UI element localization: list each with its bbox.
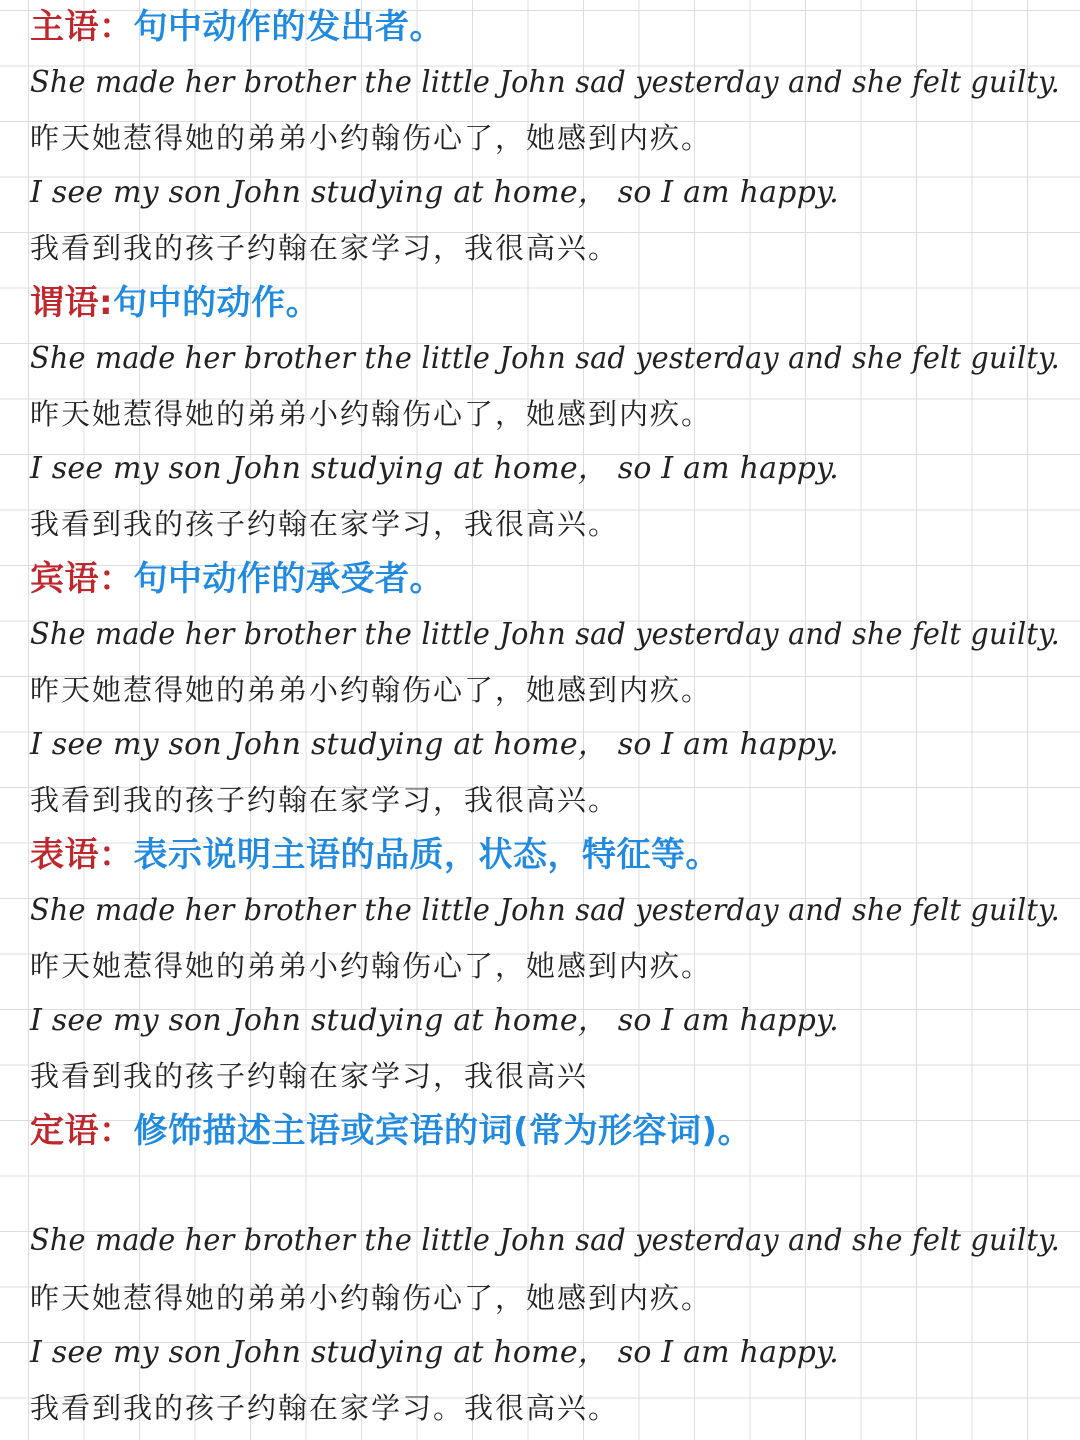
term-colon: ： (99, 1111, 134, 1151)
term-label: 表语 (30, 835, 99, 875)
section-heading-object (30, 559, 444, 599)
chinese-translation-1: 昨天她惹得她的弟弟小约翰伤心了，她感到内疚。 (30, 121, 713, 155)
english-example-2: I see my son John studying at home， so I am happy. (30, 727, 839, 762)
term-colon: ： (99, 7, 134, 47)
section-heading-attributive (30, 1111, 753, 1151)
english-example-2: I see my son John studying at home， so I am happy. (30, 1003, 839, 1038)
term-definition: 表示说明主语的品质，状态，特征等。 (133, 835, 720, 875)
chinese-translation-2: 我看到我的孩子约翰在家学习，我很高兴。 (30, 507, 620, 541)
term-definition: 句中动作的承受者。 (133, 559, 444, 599)
term-colon: : (99, 283, 114, 323)
chinese-translation-1: 昨天她惹得她的弟弟小约翰伤心了，她感到内疚。 (30, 673, 713, 707)
chinese-translation-2: 我看到我的孩子约翰在家学习，我很高兴 (30, 1059, 589, 1093)
term-label: 谓语 (30, 283, 99, 323)
section-heading-subject (30, 7, 444, 47)
chinese-translation-1: 昨天她惹得她的弟弟小约翰伤心了，她感到内疚。 (30, 1281, 713, 1315)
term-label: 主语 (30, 7, 99, 47)
section-heading-predicative (30, 835, 720, 875)
english-example-1: She made her brother the little John sad yesterday and she felt guilty. (30, 617, 1060, 652)
chinese-translation-2: 我看到我的孩子约翰在家学习。我很高兴。 (30, 1391, 620, 1425)
english-example-2: I see my son John studying at home， so I am happy. (30, 175, 839, 210)
term-definition: 句中动作的发出者。 (133, 7, 444, 47)
term-colon: ： (99, 835, 134, 875)
english-example-2: I see my son John studying at home， so I am happy. (30, 1335, 839, 1370)
chinese-translation-2: 我看到我的孩子约翰在家学习，我很高兴。 (30, 231, 620, 265)
english-example-1: She made her brother the little John sad yesterday and she felt guilty. (30, 1223, 1060, 1258)
chinese-translation-2: 我看到我的孩子约翰在家学习，我很高兴。 (30, 783, 620, 817)
term-label: 定语 (30, 1111, 99, 1151)
english-example-2: I see my son John studying at home， so I am happy. (30, 451, 839, 486)
term-label: 宾语 (30, 559, 99, 599)
term-colon: ： (99, 559, 134, 599)
term-definition: 修饰描述主语或宾语的词(常为形容词)。 (133, 1111, 753, 1151)
english-example-1: She made her brother the little John sad yesterday and she felt guilty. (30, 341, 1060, 376)
section-heading-predicate (30, 283, 321, 323)
english-example-1: She made her brother the little John sad yesterday and she felt guilty. (30, 65, 1060, 100)
chinese-translation-1: 昨天她惹得她的弟弟小约翰伤心了，她感到内疚。 (30, 397, 713, 431)
chinese-translation-1: 昨天她惹得她的弟弟小约翰伤心了，她感到内疚。 (30, 949, 713, 983)
english-example-1: She made her brother the little John sad yesterday and she felt guilty. (30, 893, 1060, 928)
term-definition: 句中的动作。 (113, 283, 321, 323)
